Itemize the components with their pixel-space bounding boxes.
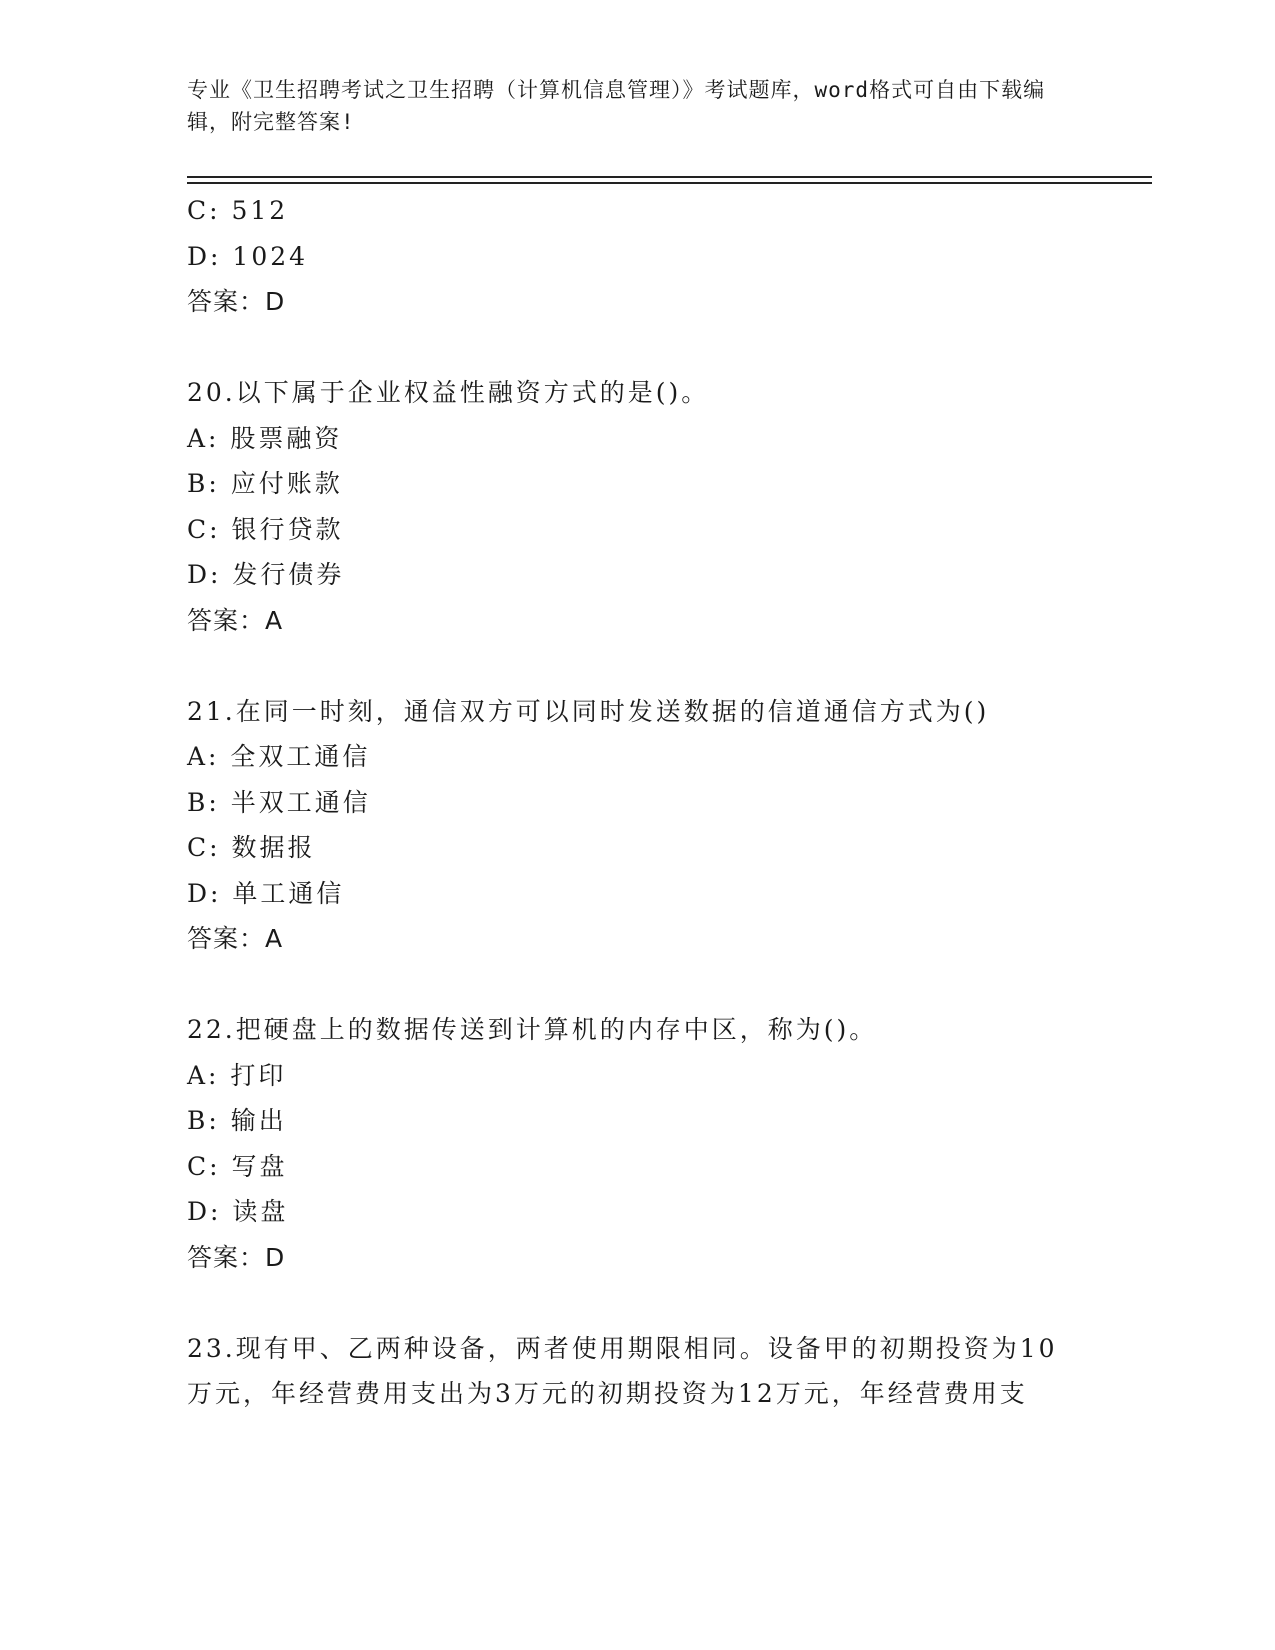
spacer [187,643,1087,689]
option-d: D: 单工通信 [187,878,345,908]
option-b: B: 应付账款 [187,469,343,498]
option-b: B: 输出 [187,1106,287,1135]
question-stem-line-2: 万元，年经营费用支出为3万元的初期投资为12万元，年经营费用支 [187,1379,1028,1408]
option-c: C: 写盘 [187,1151,288,1181]
question-list [187,188,1087,1417]
question-stem: 22.把硬盘上的数据传送到计算机的内存中区，称为()。 [187,1015,878,1044]
question-stem-line-1: 23.现有甲、乙两种设备，两者使用期限相同。设备甲的初期投资为10 [187,1333,1058,1363]
spacer [187,325,1087,371]
option-c: C: 数据报 [187,833,316,862]
header-divider-bottom [187,182,1152,184]
answer: 答案：D [187,287,286,316]
option-c: C: 512 [187,196,289,225]
answer: 答案：D [187,1242,286,1272]
option-a: A: 全双工通信 [187,742,371,771]
question-stem: 21.在同一时刻，通信双方可以同时发送数据的信道通信方式为() [187,696,990,726]
option-a: A: 股票融资 [187,423,343,453]
spacer [187,962,1087,1008]
header-divider-top [187,176,1152,178]
page-header: 专业《卫生招聘考试之卫生招聘（计算机信息管理）》考试题库，word格式可自由下载编辑，附完整答案! [187,78,1046,134]
question-stem: 20.以下属于企业权益性融资方式的是()。 [187,378,710,407]
option-d: D: 读盘 [187,1197,289,1226]
option-d: D: 1024 [187,241,309,271]
answer: 答案：A [187,924,284,953]
answer: 答案：A [187,605,284,635]
option-a: A: 打印 [187,1060,287,1090]
option-d: D: 发行债券 [187,560,345,589]
spacer [187,1280,1087,1326]
option-b: B: 半双工通信 [187,787,371,817]
option-c: C: 银行贷款 [187,514,344,544]
